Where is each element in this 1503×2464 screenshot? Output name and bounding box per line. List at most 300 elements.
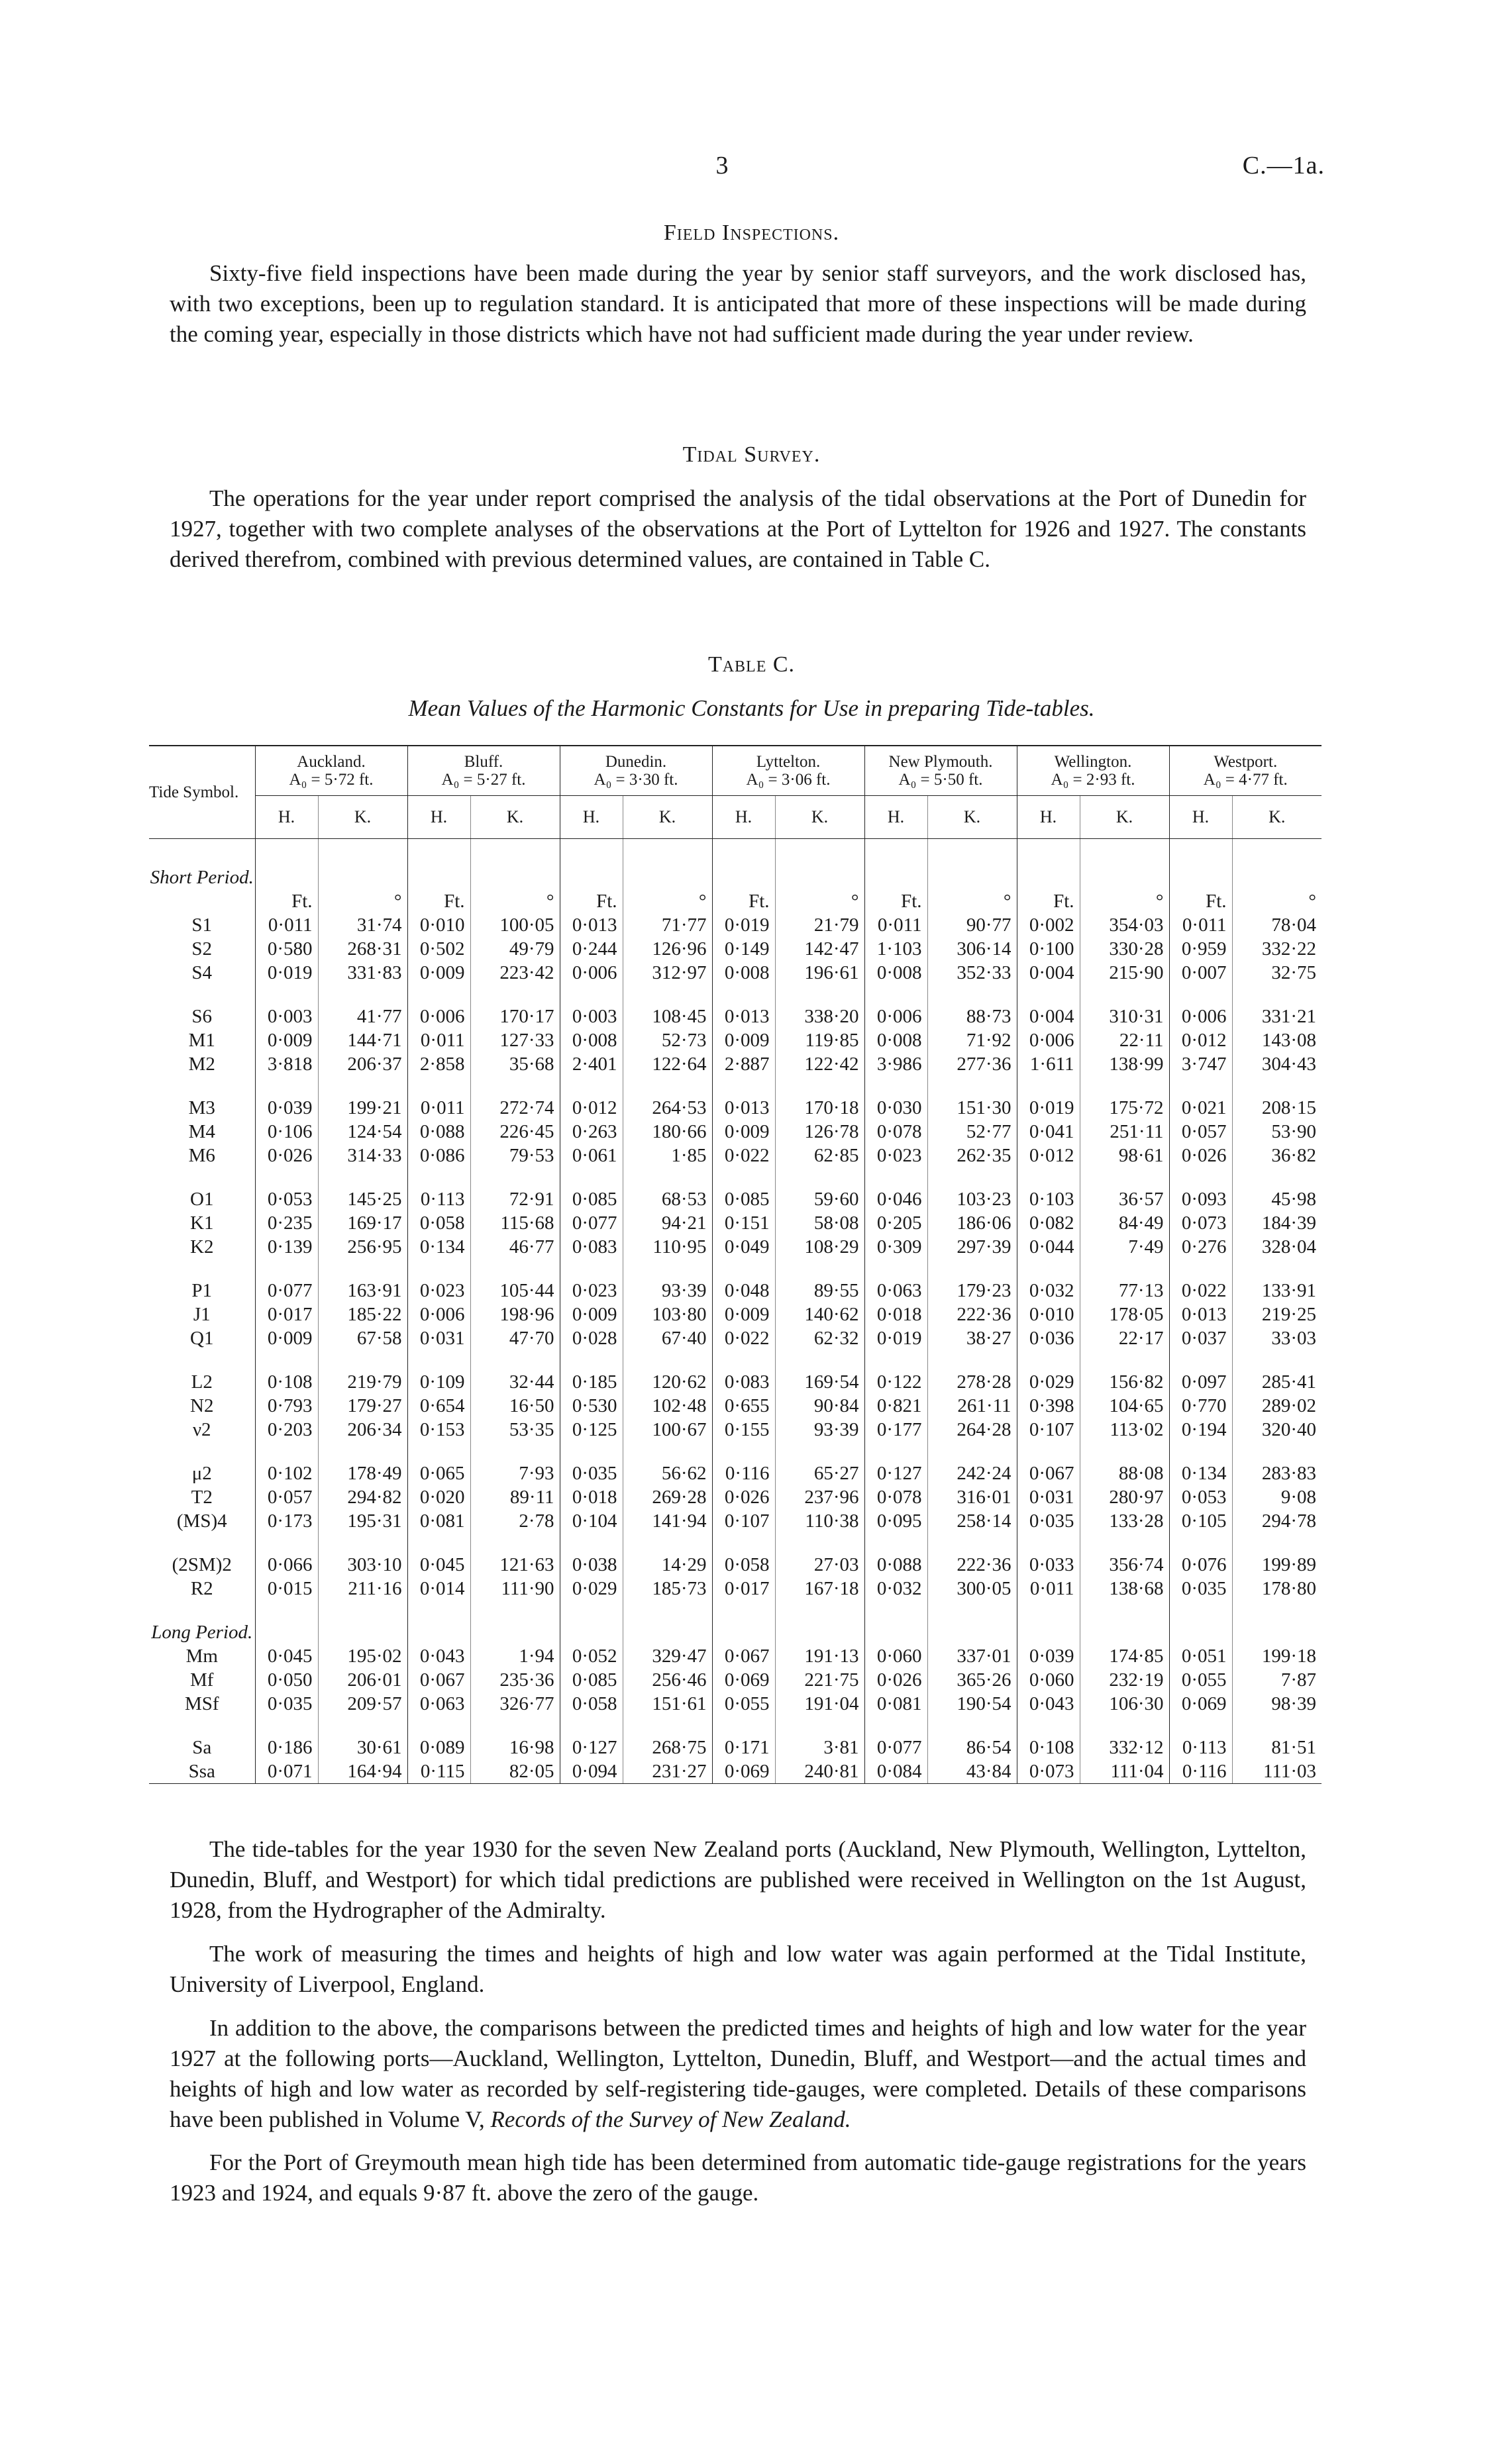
spacer-cell	[712, 985, 775, 1005]
amplitude-h-cell: 0·019	[864, 1326, 927, 1350]
phase-k-cell: 30·61	[318, 1736, 407, 1759]
tidal-survey-paragraph: The operations for the year under report comprised the analysis of the tidal observations at the Port of Dunedin for 1927, together with two complete analyses of the observations at the Port of Lyttelton for 1926 and 1927. The constants derived therefrom, combined with previous determined values, are contained in Table C.	[170, 485, 1306, 572]
phase-k-cell: 108·29	[775, 1235, 864, 1259]
amplitude-h-cell: 0·044	[1017, 1235, 1080, 1259]
k-column-header: K.	[1080, 796, 1169, 839]
phase-k-cell: 88·73	[927, 1005, 1017, 1028]
spacer-cell	[927, 985, 1017, 1005]
amplitude-h-cell: 0·045	[407, 1553, 470, 1577]
amplitude-h-cell: 0·010	[1017, 1303, 1080, 1326]
phase-k-cell: 33·03	[1232, 1326, 1322, 1350]
amplitude-h-cell: 0·053	[255, 1187, 318, 1211]
spacer-cell	[1080, 1167, 1169, 1187]
empty-cell	[1080, 865, 1169, 889]
phase-k-cell: 331·83	[318, 961, 407, 985]
spacer-cell	[927, 1167, 1017, 1187]
tide-symbol-cell: M6	[188, 1145, 215, 1166]
amplitude-h-cell: 0·013	[560, 913, 623, 937]
amplitude-h-cell: 0·125	[560, 1418, 623, 1442]
amplitude-h-cell: 0·085	[560, 1668, 623, 1692]
spacer-cell	[712, 1601, 775, 1620]
tide-symbol-cell: Q1	[190, 1328, 214, 1349]
phase-k-cell: 195·31	[318, 1509, 407, 1533]
spacer-cell	[1017, 1533, 1080, 1553]
table-row	[149, 1187, 1322, 1211]
spacer-cell	[407, 1442, 470, 1461]
phase-k-cell: 68·53	[623, 1187, 712, 1211]
amplitude-h-cell: 0·063	[407, 1692, 470, 1716]
amplitude-h-cell: 0·127	[864, 1461, 927, 1485]
amplitude-h-cell: 0·116	[712, 1461, 775, 1485]
unit-cell: Ft.	[864, 889, 927, 913]
phase-k-cell: 169·54	[775, 1370, 864, 1394]
spacer-cell	[775, 985, 864, 1005]
spacer-cell	[927, 1716, 1017, 1736]
amplitude-h-cell: 0·039	[255, 1096, 318, 1120]
spacer-cell	[560, 1076, 623, 1096]
port-mean-level: A₀ = 4·77 ft.	[1203, 771, 1288, 789]
tide-symbol-cell: S2	[191, 938, 213, 960]
unit-cell: °	[927, 889, 1017, 913]
spacer-cell	[407, 839, 470, 866]
amplitude-h-cell: 0·067	[1017, 1461, 1080, 1485]
spacer-cell	[623, 839, 712, 866]
spacer-cell	[623, 985, 712, 1005]
amplitude-h-cell: 0·046	[864, 1187, 927, 1211]
amplitude-h-cell: 0·088	[864, 1553, 927, 1577]
empty-cell	[560, 865, 623, 889]
phase-k-cell: 170·18	[775, 1096, 864, 1120]
records-survey-title: Records of the Survey of New Zealand.	[490, 2106, 851, 2132]
amplitude-h-cell: 0·069	[712, 1668, 775, 1692]
phase-k-cell: 86·54	[927, 1736, 1017, 1759]
port-name: Dunedin.	[605, 753, 667, 771]
amplitude-h-cell: 0·063	[864, 1279, 927, 1303]
h-column-header: H.	[864, 796, 927, 839]
amplitude-h-cell: 0·094	[560, 1759, 623, 1784]
amplitude-h-cell: 0·035	[560, 1461, 623, 1485]
empty-cell	[149, 889, 255, 913]
amplitude-h-cell: 0·107	[1017, 1418, 1080, 1442]
spacer-cell	[407, 1716, 470, 1736]
phase-k-cell: 208·15	[1232, 1096, 1322, 1120]
phase-k-cell: 272·74	[470, 1096, 560, 1120]
empty-cell	[407, 865, 470, 889]
amplitude-h-cell: 0·035	[1017, 1509, 1080, 1533]
phase-k-cell: 121·63	[470, 1553, 560, 1577]
phase-k-cell: 145·25	[318, 1187, 407, 1211]
port-mean-level: A₀ = 5·72 ft.	[289, 771, 374, 789]
amplitude-h-cell: 0·061	[560, 1144, 623, 1167]
spacer-cell	[255, 1167, 318, 1187]
amplitude-h-cell: 0·045	[255, 1644, 318, 1668]
port-mean-level: A₀ = 3·30 ft.	[594, 771, 678, 789]
phase-k-cell: 98·61	[1080, 1144, 1169, 1167]
amplitude-h-cell: 0·022	[712, 1144, 775, 1167]
amplitude-h-cell: 0·009	[712, 1303, 775, 1326]
phase-k-cell: 138·99	[1080, 1052, 1169, 1076]
phase-k-cell: 179·23	[927, 1279, 1017, 1303]
amplitude-h-cell: 0·134	[1169, 1461, 1232, 1485]
amplitude-h-cell: 0·006	[1017, 1028, 1080, 1052]
port-name: New Plymouth.	[888, 753, 993, 771]
port-header	[1169, 746, 1322, 796]
phase-k-cell: 143·08	[1232, 1028, 1322, 1052]
phase-k-cell: 191·04	[775, 1692, 864, 1716]
port-name: Bluff.	[464, 753, 503, 771]
harmonic-constants-table	[149, 745, 1322, 1784]
spacer-cell	[623, 1259, 712, 1279]
amplitude-h-cell: 0·959	[1169, 937, 1232, 961]
phase-k-cell: 122·42	[775, 1052, 864, 1076]
amplitude-h-cell: 0·043	[1017, 1692, 1080, 1716]
amplitude-h-cell: 0·116	[1169, 1759, 1232, 1784]
phase-k-cell: 332·22	[1232, 937, 1322, 961]
phase-k-cell: 269·28	[623, 1485, 712, 1509]
spacer-cell	[470, 1259, 560, 1279]
phase-k-cell: 264·53	[623, 1096, 712, 1120]
spacer-cell	[407, 1259, 470, 1279]
unit-cell: Ft.	[560, 889, 623, 913]
port-header	[712, 746, 864, 796]
field-inspections-heading: Field Inspections.	[663, 221, 840, 245]
phase-k-cell: 100·67	[623, 1418, 712, 1442]
amplitude-h-cell: 0·185	[560, 1370, 623, 1394]
table-row	[149, 1303, 1322, 1326]
spacer-cell	[775, 1259, 864, 1279]
tide-symbol-cell: Sa	[192, 1737, 212, 1758]
amplitude-h-cell: 0·011	[1169, 913, 1232, 937]
phase-k-cell: 268·75	[623, 1736, 712, 1759]
amplitude-h-cell: 0·084	[864, 1759, 927, 1784]
phase-k-cell: 151·30	[927, 1096, 1017, 1120]
phase-k-cell: 52·77	[927, 1120, 1017, 1144]
amplitude-h-cell: 0·006	[1169, 1005, 1232, 1028]
port-name: Auckland.	[297, 753, 366, 771]
phase-k-cell: 338·20	[775, 1005, 864, 1028]
phase-k-cell: 111·90	[470, 1577, 560, 1601]
phase-k-cell: 36·82	[1232, 1144, 1322, 1167]
spacer-cell	[407, 1601, 470, 1620]
spacer-cell	[927, 1533, 1017, 1553]
amplitude-h-cell: 0·031	[1017, 1485, 1080, 1509]
amplitude-h-cell: 0·011	[1017, 1577, 1080, 1601]
spacer-cell	[470, 839, 560, 866]
empty-cell	[712, 1620, 775, 1644]
amplitude-h-cell: 0·067	[407, 1668, 470, 1692]
spacer-cell	[1232, 1259, 1322, 1279]
unit-cell: °	[1080, 889, 1169, 913]
spacer-cell	[1080, 985, 1169, 1005]
tide-symbol-header: Tide Symbol.	[149, 746, 255, 839]
amplitude-h-cell: 0·011	[864, 913, 927, 937]
phase-k-cell: 21·79	[775, 913, 864, 937]
amplitude-h-cell: 0·006	[864, 1005, 927, 1028]
phase-k-cell: 105·44	[470, 1279, 560, 1303]
table-header-hk-row	[149, 796, 1322, 839]
amplitude-h-cell: 0·011	[407, 1096, 470, 1120]
phase-k-cell: 354·03	[1080, 913, 1169, 937]
phase-k-cell: 285·41	[1232, 1370, 1322, 1394]
tide-symbol-cell: R2	[190, 1578, 213, 1599]
phase-k-cell: 7·93	[470, 1461, 560, 1485]
amplitude-h-cell: 0·030	[864, 1096, 927, 1120]
empty-cell	[1169, 865, 1232, 889]
amplitude-h-cell: 0·078	[864, 1485, 927, 1509]
spacer-cell	[712, 1442, 775, 1461]
phase-k-cell: 22·17	[1080, 1326, 1169, 1350]
amplitude-h-cell: 0·071	[255, 1759, 318, 1784]
spacer-cell	[318, 1716, 407, 1736]
spacer-cell	[1017, 985, 1080, 1005]
amplitude-h-cell: 0·077	[560, 1211, 623, 1235]
phase-k-cell: 242·24	[927, 1461, 1017, 1485]
table-spacer-row	[149, 839, 1322, 866]
spacer-cell	[255, 839, 318, 866]
amplitude-h-cell: 0·013	[1169, 1303, 1232, 1326]
empty-cell	[864, 865, 927, 889]
tide-symbol-cell: N2	[190, 1395, 214, 1416]
amplitude-h-cell: 0·029	[1017, 1370, 1080, 1394]
empty-cell	[318, 865, 407, 889]
spacer-cell	[927, 1442, 1017, 1461]
phase-k-cell: 280·97	[1080, 1485, 1169, 1509]
spacer-cell	[255, 1442, 318, 1461]
k-column-header: K.	[927, 796, 1017, 839]
amplitude-h-cell: 0·017	[712, 1577, 775, 1601]
table-header-ports-row	[149, 746, 1322, 796]
spacer-cell	[149, 839, 255, 866]
amplitude-h-cell: 0·821	[864, 1394, 927, 1418]
spacer-cell	[560, 1716, 623, 1736]
spacer-cell	[149, 1076, 255, 1096]
phase-k-cell: 206·01	[318, 1668, 407, 1692]
amplitude-h-cell: 0·104	[560, 1509, 623, 1533]
spacer-cell	[407, 1350, 470, 1370]
page-number: 3	[715, 152, 729, 179]
phase-k-cell: 103·23	[927, 1187, 1017, 1211]
phase-k-cell: 256·46	[623, 1668, 712, 1692]
phase-k-cell: 124·54	[318, 1120, 407, 1144]
amplitude-h-cell: 0·021	[1169, 1096, 1232, 1120]
spacer-cell	[560, 985, 623, 1005]
spacer-cell	[318, 1533, 407, 1553]
h-column-header: H.	[560, 796, 623, 839]
phase-k-cell: 144·71	[318, 1028, 407, 1052]
phase-k-cell: 174·85	[1080, 1644, 1169, 1668]
phase-k-cell: 231·27	[623, 1759, 712, 1784]
amplitude-h-cell: 0·069	[712, 1759, 775, 1784]
phase-k-cell: 46·77	[470, 1235, 560, 1259]
closing-paragraph-2: The work of measuring the times and heights of high and low water was again performed at the Tidal Institute, University of Liverpool, England.	[170, 1941, 1306, 1997]
port-name: Wellington.	[1054, 753, 1132, 771]
spacer-cell	[775, 1716, 864, 1736]
phase-k-cell: 219·79	[318, 1370, 407, 1394]
table-row	[149, 1028, 1322, 1052]
phase-k-cell: 185·73	[623, 1577, 712, 1601]
amplitude-h-cell: 0·028	[560, 1326, 623, 1350]
spacer-cell	[1080, 839, 1169, 866]
phase-k-cell: 27·03	[775, 1553, 864, 1577]
amplitude-h-cell: 0·023	[407, 1279, 470, 1303]
spacer-cell	[1232, 1716, 1322, 1736]
phase-k-cell: 120·62	[623, 1370, 712, 1394]
phase-k-cell: 180·66	[623, 1120, 712, 1144]
period-label: Long Period.	[151, 1622, 253, 1643]
phase-k-cell: 106·30	[1080, 1692, 1169, 1716]
amplitude-h-cell: 0·029	[560, 1577, 623, 1601]
amplitude-h-cell: 0·530	[560, 1394, 623, 1418]
phase-k-cell: 221·75	[775, 1668, 864, 1692]
amplitude-h-cell: 0·039	[1017, 1644, 1080, 1668]
tide-symbol-cell: ν2	[192, 1419, 211, 1440]
phase-k-cell: 126·78	[775, 1120, 864, 1144]
table-spacer-row	[149, 985, 1322, 1005]
phase-k-cell: 62·85	[775, 1144, 864, 1167]
spacer-cell	[1017, 1442, 1080, 1461]
port-name: Westport.	[1214, 753, 1278, 771]
phase-k-cell: 277·36	[927, 1052, 1017, 1076]
table-row	[149, 1326, 1322, 1350]
h-column-header: H.	[712, 796, 775, 839]
tidal-survey-heading: Tidal Survey.	[682, 442, 821, 467]
phase-k-cell: 111·04	[1080, 1759, 1169, 1784]
phase-k-cell: 1·85	[623, 1144, 712, 1167]
tide-symbol-cell: S1	[191, 914, 213, 936]
table-row	[149, 1509, 1322, 1533]
phase-k-cell: 126·96	[623, 937, 712, 961]
table-row	[149, 1461, 1322, 1485]
amplitude-h-cell: 0·194	[1169, 1418, 1232, 1442]
spacer-cell	[407, 985, 470, 1005]
table-row	[149, 913, 1322, 937]
phase-k-cell: 211·16	[318, 1577, 407, 1601]
amplitude-h-cell: 0·095	[864, 1509, 927, 1533]
empty-cell	[1017, 1620, 1080, 1644]
spacer-cell	[255, 1076, 318, 1096]
closing-paragraph-3-text: In addition to the above, the comparisons between the predicted times and heights of high and low water for the year 1927 at the following ports—Auckland, Wellington, Lyttelton, Dunedin, Bluff, and Westport—and the actual times and heights of high and low water as recorded by self-registering tide-gauges, were completed. Details of these comparisons have been published in Volume V,	[170, 2015, 1306, 2132]
phase-k-cell: 222·36	[927, 1303, 1017, 1326]
tide-symbol-cell: T2	[191, 1487, 213, 1508]
phase-k-cell: 179·27	[318, 1394, 407, 1418]
phase-k-cell: 88·08	[1080, 1461, 1169, 1485]
spacer-cell	[712, 839, 775, 866]
spacer-cell	[560, 1601, 623, 1620]
phase-k-cell: 289·02	[1232, 1394, 1322, 1418]
amplitude-h-cell: 0·015	[255, 1577, 318, 1601]
spacer-cell	[623, 1442, 712, 1461]
spacer-cell	[1080, 1259, 1169, 1279]
phase-k-cell: 142·47	[775, 937, 864, 961]
table-row	[149, 1096, 1322, 1120]
spacer-cell	[864, 1533, 927, 1553]
amplitude-h-cell: 1·103	[864, 937, 927, 961]
amplitude-h-cell: 0·655	[712, 1394, 775, 1418]
spacer-cell	[470, 1076, 560, 1096]
amplitude-h-cell: 0·018	[864, 1303, 927, 1326]
k-column-header: K.	[623, 796, 712, 839]
table-spacer-row	[149, 1259, 1322, 1279]
spacer-cell	[864, 1442, 927, 1461]
amplitude-h-cell: 0·031	[407, 1326, 470, 1350]
phase-k-cell: 104·65	[1080, 1394, 1169, 1418]
empty-cell	[318, 1620, 407, 1644]
spacer-cell	[560, 1442, 623, 1461]
phase-k-cell: 43·84	[927, 1759, 1017, 1784]
phase-k-cell: 35·68	[470, 1052, 560, 1076]
amplitude-h-cell: 0·003	[560, 1005, 623, 1028]
amplitude-h-cell: 0·006	[560, 961, 623, 985]
phase-k-cell: 78·04	[1232, 913, 1322, 937]
amplitude-h-cell: 0·107	[712, 1509, 775, 1533]
phase-k-cell: 258·14	[927, 1509, 1017, 1533]
amplitude-h-cell: 0·018	[560, 1485, 623, 1509]
amplitude-h-cell: 0·020	[407, 1485, 470, 1509]
amplitude-h-cell: 0·149	[712, 937, 775, 961]
phase-k-cell: 7·87	[1232, 1668, 1322, 1692]
amplitude-h-cell: 0·022	[712, 1326, 775, 1350]
phase-k-cell: 178·49	[318, 1461, 407, 1485]
field-inspections-paragraph: Sixty-five field inspections have been made during the year by senior staff surveyors, and the work disclosed has, with two exceptions, been up to regulation standard. It is anticipated that more of these inspections will be made during the coming year, especially in those districts which have not had sufficient made during the year under review.	[170, 260, 1306, 347]
spacer-cell	[470, 1167, 560, 1187]
empty-cell	[1232, 865, 1322, 889]
spacer-cell	[1232, 1350, 1322, 1370]
amplitude-h-cell: 0·109	[407, 1370, 470, 1394]
amplitude-h-cell: 0·083	[712, 1370, 775, 1394]
amplitude-h-cell: 3·747	[1169, 1052, 1232, 1076]
amplitude-h-cell: 0·004	[1017, 961, 1080, 985]
amplitude-h-cell: 0·153	[407, 1418, 470, 1442]
phase-k-cell: 71·92	[927, 1028, 1017, 1052]
amplitude-h-cell: 0·032	[864, 1577, 927, 1601]
spacer-cell	[712, 1533, 775, 1553]
spacer-cell	[255, 1259, 318, 1279]
spacer-cell	[775, 839, 864, 866]
phase-k-cell: 303·10	[318, 1553, 407, 1577]
amplitude-h-cell: 0·050	[255, 1668, 318, 1692]
empty-cell	[470, 1620, 560, 1644]
amplitude-h-cell: 0·203	[255, 1418, 318, 1442]
phase-k-cell: 331·21	[1232, 1005, 1322, 1028]
phase-k-cell: 151·61	[623, 1692, 712, 1716]
phase-k-cell: 140·62	[775, 1303, 864, 1326]
amplitude-h-cell: 0·011	[407, 1028, 470, 1052]
phase-k-cell: 93·39	[623, 1279, 712, 1303]
amplitude-h-cell: 0·139	[255, 1235, 318, 1259]
empty-cell	[775, 1620, 864, 1644]
spacer-cell	[775, 1350, 864, 1370]
unit-cell: Ft.	[255, 889, 318, 913]
phase-k-cell: 240·81	[775, 1759, 864, 1784]
spacer-cell	[712, 1167, 775, 1187]
table-caption: Mean Values of the Harmonic Constants for Use in preparing Tide-tables.	[408, 695, 1095, 721]
empty-cell	[927, 1620, 1017, 1644]
amplitude-h-cell: 0·057	[255, 1485, 318, 1509]
amplitude-h-cell: 0·580	[255, 937, 318, 961]
phase-k-cell: 262·35	[927, 1144, 1017, 1167]
amplitude-h-cell: 0·014	[407, 1577, 470, 1601]
amplitude-h-cell: 3·818	[255, 1052, 318, 1076]
spacer-cell	[1017, 1076, 1080, 1096]
table-row	[149, 1120, 1322, 1144]
phase-k-cell: 79·53	[470, 1144, 560, 1167]
port-header	[1017, 746, 1169, 796]
phase-k-cell: 251·11	[1080, 1120, 1169, 1144]
spacer-cell	[712, 1076, 775, 1096]
empty-cell	[255, 1620, 318, 1644]
spacer-cell	[1232, 1167, 1322, 1187]
table-spacer-row	[149, 1442, 1322, 1461]
